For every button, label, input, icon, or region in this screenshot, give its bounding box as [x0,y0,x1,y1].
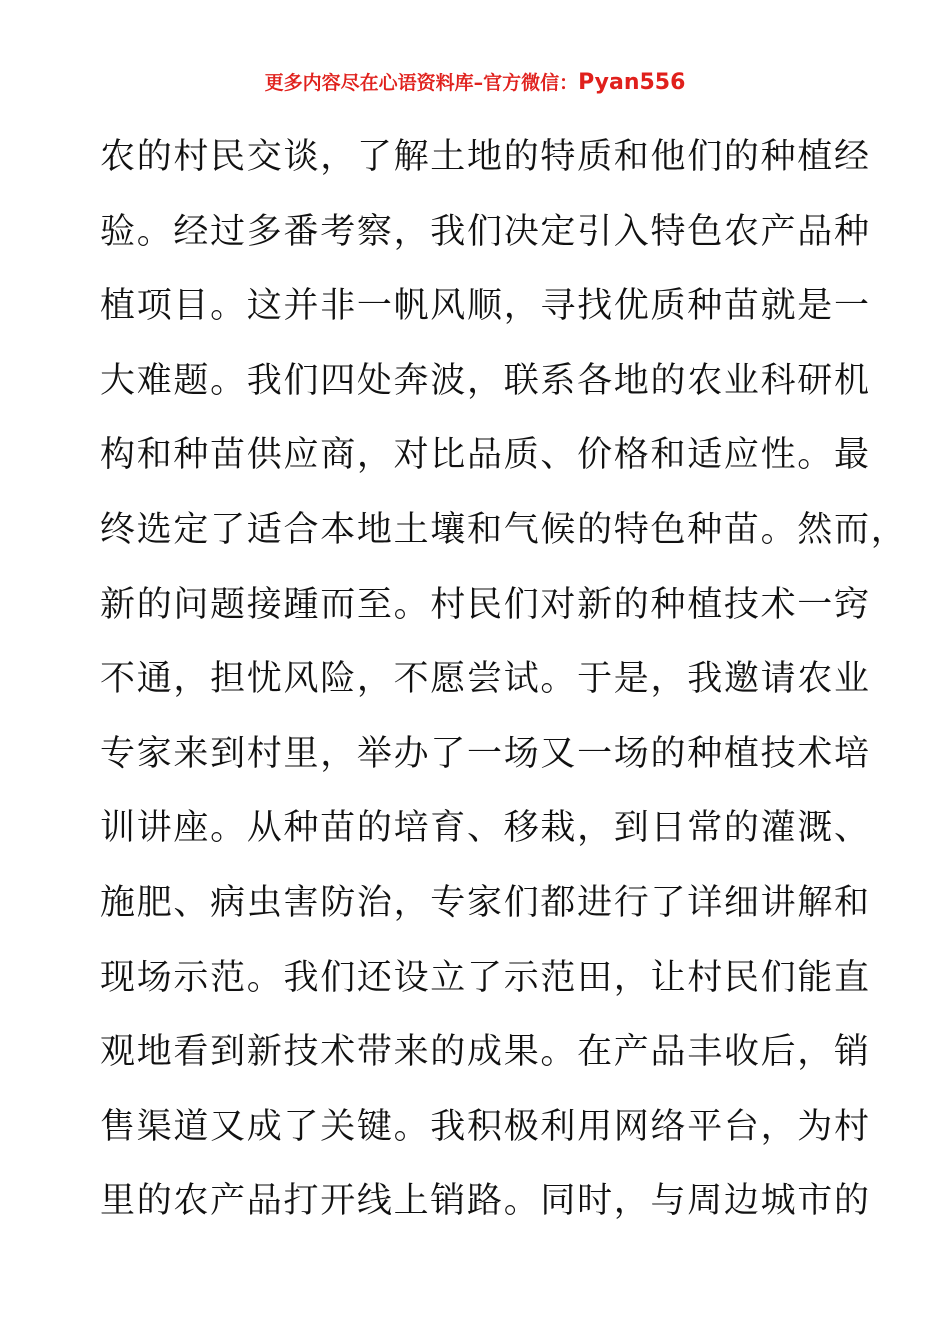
text-line: 不通，担忧风险，不愿尝试。于是，我邀请农业 [100,659,871,700]
text-line: 植项目。这并非一帆风顺，寻找优质种苗就是一 [100,286,871,327]
text-line: 训讲座。从种苗的培育、移栽，到日常的灌溉、 [100,808,871,849]
text-line: 验。经过多番考察，我们决定引入特色农产品种 [100,211,871,252]
body-paragraph [100,120,908,1239]
text-line: 专家来到村里，举办了一场又一场的种植技术培 [100,733,871,774]
text-line: 现场示范。我们还设立了示范田，让村民们能直 [100,957,871,998]
text-line: 终选定了适合本地土壤和气候的特色种苗。然而， [100,509,908,550]
text-line: 里的农产品打开线上销路。同时，与周边城市的 [100,1181,871,1222]
header-text: 更多内容尽在心语资料库–官方微信： [264,72,579,94]
text-line: 构和种苗供应商，对比品质、价格和适应性。最 [100,435,871,476]
text-line: 售渠道又成了关键。我积极利用网络平台，为村 [100,1106,871,1147]
page-header-banner [0,68,950,98]
text-line: 大难题。我们四处奔波，联系各地的农业科研机 [100,360,871,401]
text-line: 施肥、病虫害防治，专家们都进行了详细讲解和 [100,882,871,923]
text-line: 观地看到新技术带来的成果。在产品丰收后，销 [100,1032,871,1073]
text-line: 农的村民交谈，了解土地的特质和他们的种植经 [100,137,871,177]
header-wechat-id: Pyan556 [578,70,686,95]
text-line: 新的问题接踵而至。村民们对新的种植技术一窍 [100,584,871,625]
